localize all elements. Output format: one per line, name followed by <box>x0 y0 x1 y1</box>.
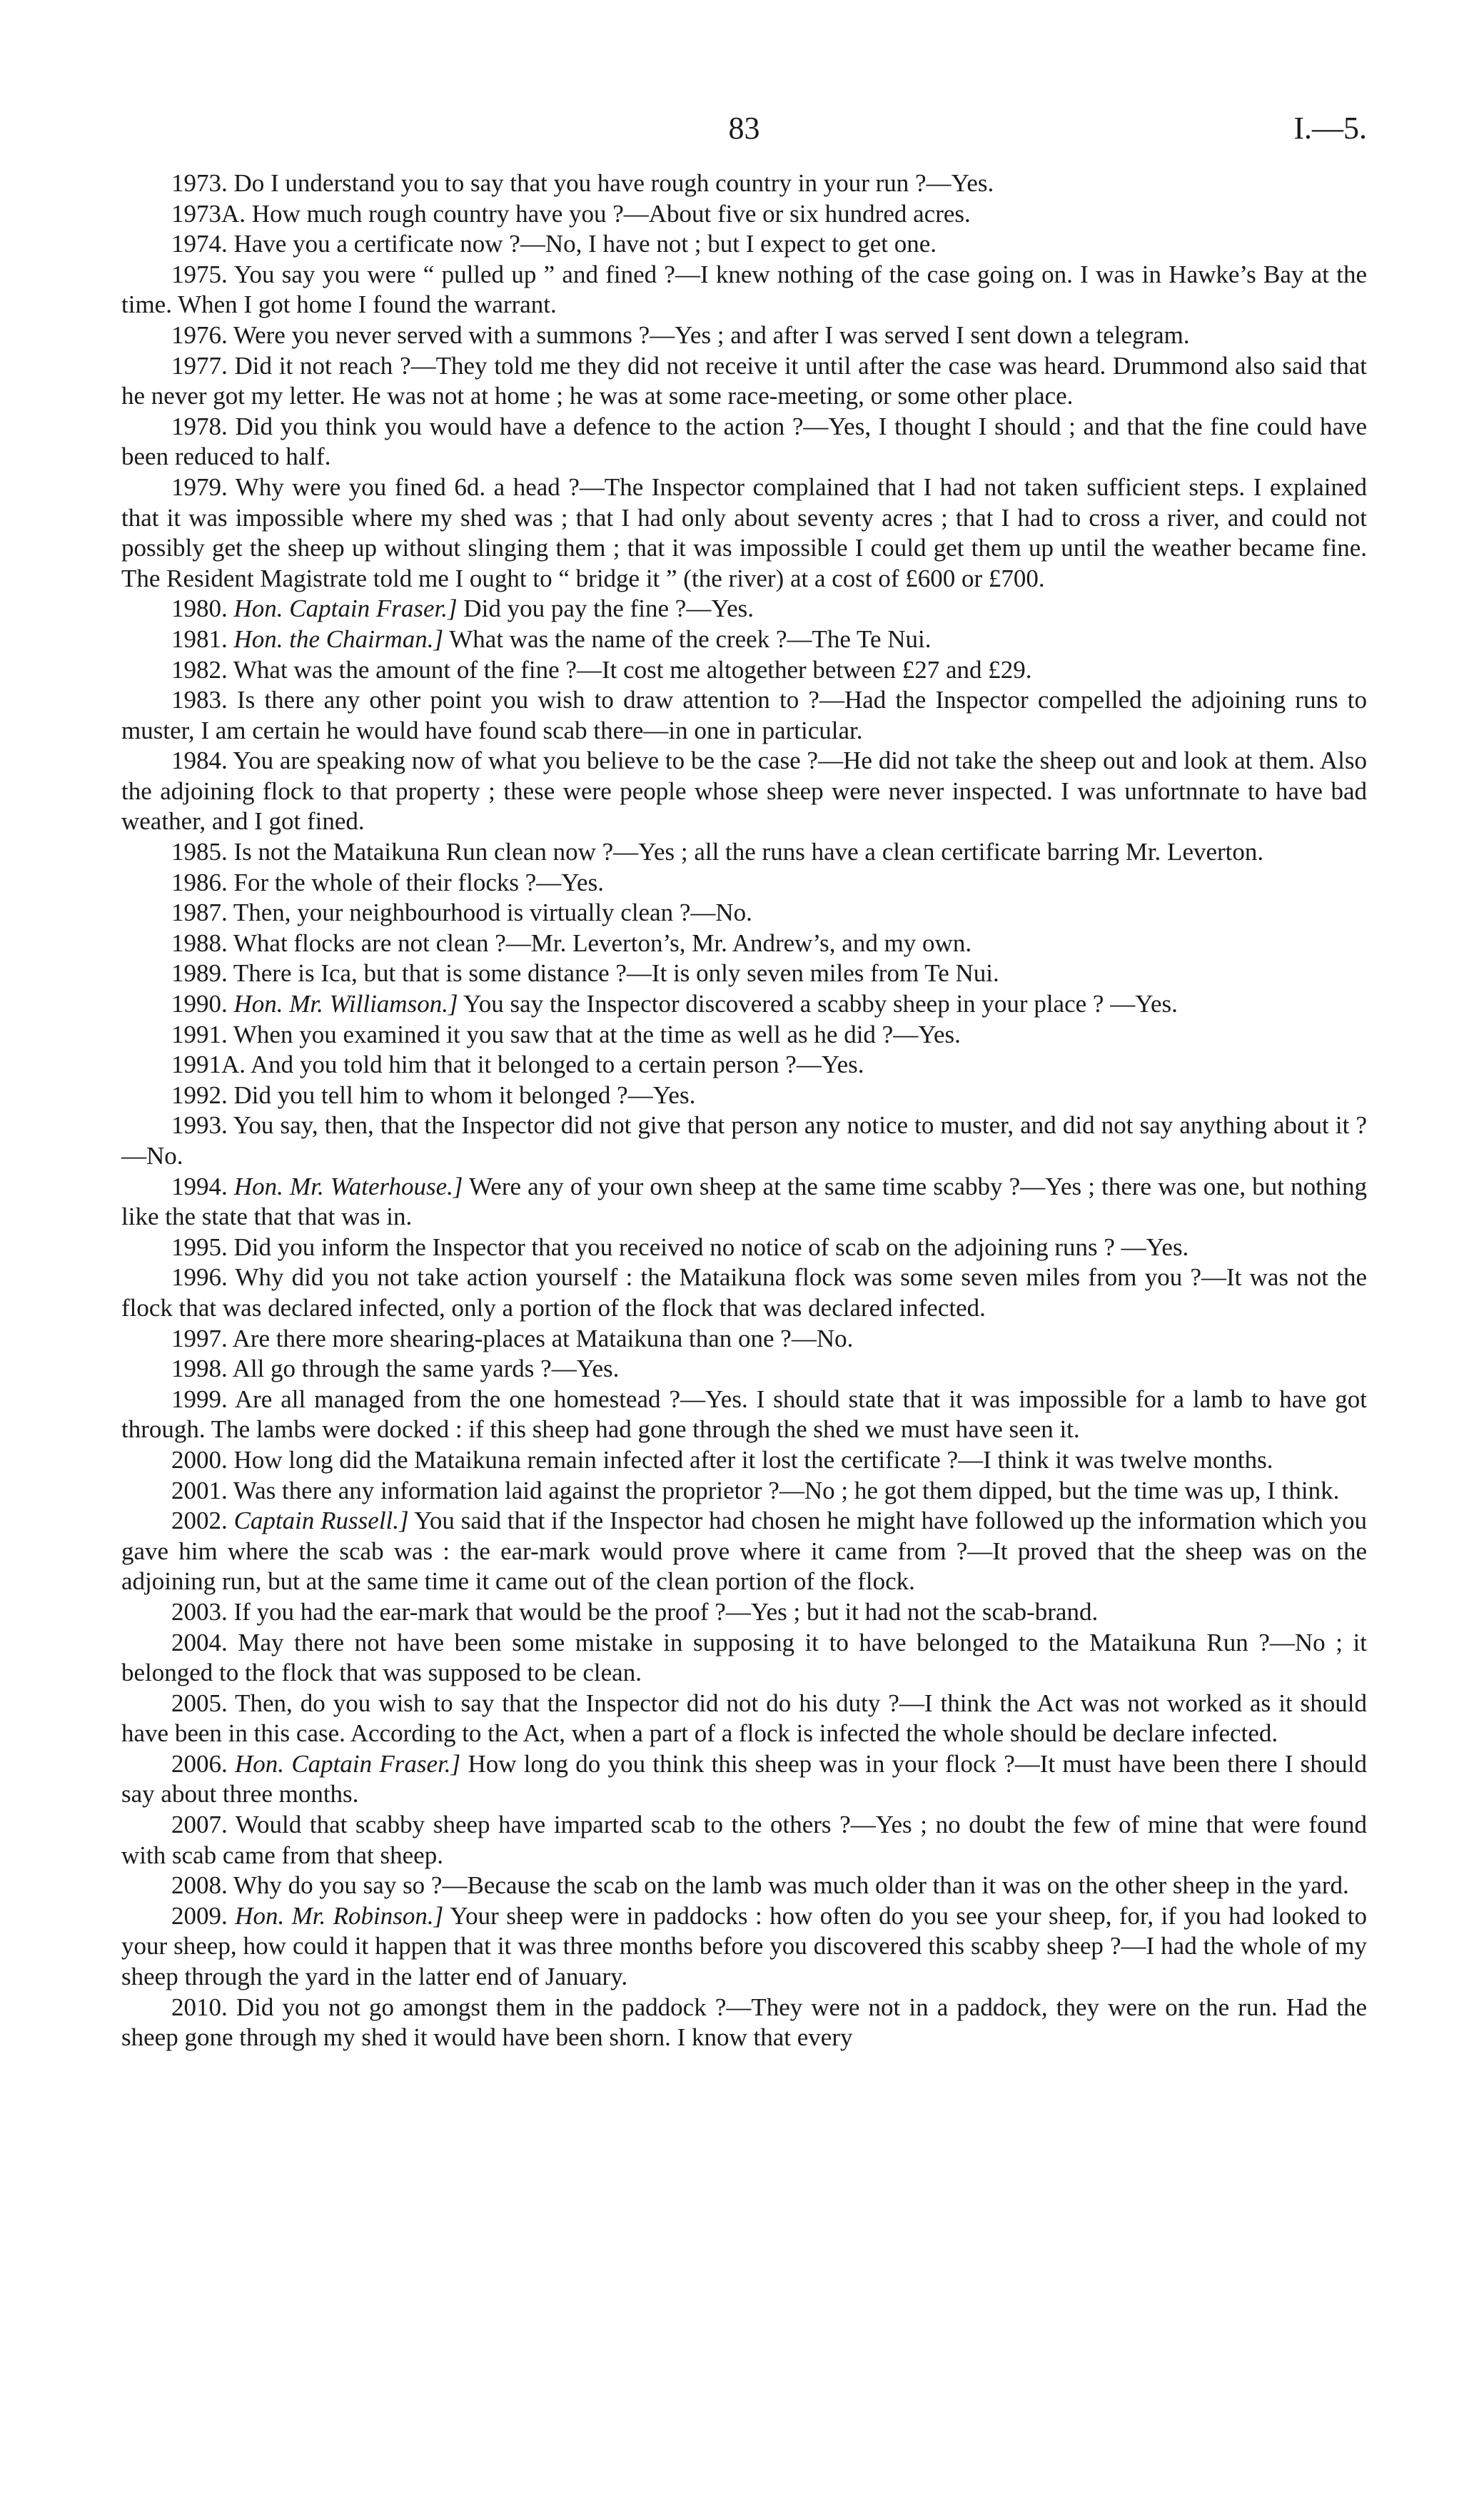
question-text: You say the Inspector discovered a scabby sheep in your place ? —Yes. <box>463 990 1178 1018</box>
question-paragraph <box>121 1749 1367 1810</box>
question-text: Were any of your own sheep at the same time scabby ?—Yes ; there was one, but nothing like the state that that was in. <box>121 1172 1368 1231</box>
speaker-label: Hon. Mr. Williamson.] <box>233 990 458 1018</box>
question-paragraph <box>121 1901 1367 1993</box>
question-text: Why were you fined 6d. a head ?—The Inspector complained that I had not taken sufficient steps. I explained that it was impossible where my shed was ; that I had only about seventy acres ; that I had to cross a river, and could not possibly get the sheep up without slinging them ; that it was impossible I could get them up until the weather became fine. The Resident Magistrate told me I ought to “ bridge it ” (the river) at a cost of £600 or £700. <box>121 472 1367 592</box>
question-text: Then, your neighbourhood is virtually clean ?—No. <box>233 899 752 927</box>
question-number: 2009. <box>171 1901 228 1930</box>
question-number: 2001. <box>171 1476 228 1504</box>
question-paragraph <box>121 1597 1367 1628</box>
question-number: 1988. <box>171 928 228 957</box>
question-number: 1974. <box>171 230 228 258</box>
question-paragraph <box>121 168 1367 199</box>
question-number: 1976. <box>171 320 228 349</box>
question-paragraph <box>121 1871 1367 1901</box>
question-paragraph <box>121 1324 1367 1355</box>
speaker-label: Hon. the Chairman.] <box>233 624 444 653</box>
question-text: You said that if the Inspector had chosen he might have followed up the information which you gave him where the scab was : the ear-mark would prove where it came from ?—It proved that the sheep was on the adjoining run, but at the same time it came out of the clean portion of the flock. <box>121 1507 1367 1596</box>
question-paragraph <box>121 958 1367 989</box>
question-text: When you examined it you saw that at the time as well as he did ?—Yes. <box>233 1020 961 1048</box>
question-text: Did you inform the Inspector that you received no notice of scab on the adjoining runs ? —Yes. <box>233 1233 1189 1261</box>
question-text: Are all managed from the one homestead ?—Yes. I should state that it was impossible for a lamb to have got through. The lambs were docked : if this sheep had gone through the shed we must have seen it. <box>121 1385 1367 1444</box>
question-paragraph <box>121 412 1367 472</box>
question-text: How long did the Mataikuna remain infected after it lost the certificate ?—I think it was twelve months. <box>233 1445 1273 1474</box>
question-text: Did you think you would have a defence to the action ?—Yes, I thought I should ; and that the fine could have been reduced to half. <box>121 412 1368 471</box>
question-paragraph <box>121 1385 1367 1445</box>
question-number: 1980. <box>171 594 228 623</box>
question-paragraph <box>121 746 1367 837</box>
question-text: May there not have been some mistake in supposing it to have belonged to the Mataikuna Run ?—No ; it belonged to the flock that was supposed to be clean. <box>121 1628 1367 1687</box>
question-number: 1979. <box>171 472 228 501</box>
question-number: 1998. <box>171 1355 228 1383</box>
question-number: 1999. <box>171 1385 228 1413</box>
question-number: 1994. <box>171 1172 228 1200</box>
question-number: 2004. <box>171 1628 228 1656</box>
question-text: Have you a certificate now ?—No, I have not ; but I expect to get one. <box>233 230 937 258</box>
question-paragraph <box>121 1110 1367 1171</box>
question-number: 1977. <box>171 351 228 380</box>
question-text: Then, do you wish to say that the Inspector did not do his duty ?—I think the Act was not worked as it should have been in this case. According to the Act, when a part of a flock is infected the whole should be declare infected. <box>121 1689 1367 1748</box>
question-text: All go through the same yards ?—Yes. <box>232 1355 620 1383</box>
question-text: Did you tell him to whom it belonged ?—Yes. <box>233 1081 696 1109</box>
question-paragraph <box>121 260 1367 320</box>
speaker-label: Hon. Mr. Robinson.] <box>235 1901 444 1930</box>
question-text: Did you not go amongst them in the paddock ?—They were not in a paddock, they were on the run. Had the sheep gone through my shed it would have been shorn. I know that every <box>121 1993 1368 2052</box>
question-number: 1986. <box>171 868 228 896</box>
question-paragraph <box>121 1506 1367 1597</box>
question-paragraph <box>121 655 1367 686</box>
question-text: Do I understand you to say that you have rough country in your run ?—Yes. <box>233 169 994 197</box>
question-paragraph <box>121 594 1367 624</box>
question-text: If you had the ear-mark that would be the proof ?—Yes ; but it had not the scab-brand. <box>233 1597 1099 1626</box>
question-text: What was the name of the creek ?—The Te Nui. <box>449 624 932 653</box>
question-paragraph <box>121 1233 1367 1263</box>
question-text: Why do you say so ?—Because the scab on the lamb was much older than it was on the other sheep in the yard. <box>233 1871 1349 1900</box>
question-text: Are there more shearing-places at Mataikuna than one ?—No. <box>232 1324 854 1352</box>
question-paragraph <box>121 1172 1367 1233</box>
question-paragraph <box>121 1810 1367 1871</box>
question-number: 1997. <box>171 1324 228 1352</box>
question-text: How long do you think this sheep was in your flock ?—It must have been there I should say about three months. <box>121 1749 1368 1808</box>
question-paragraph <box>121 1262 1367 1323</box>
page-header <box>121 107 1367 168</box>
question-paragraph <box>121 320 1367 351</box>
question-number: 1993. <box>171 1111 228 1140</box>
question-number: 1995. <box>171 1233 228 1261</box>
question-number: 2005. <box>171 1689 228 1717</box>
question-text: Did it not reach ?—They told me they did not receive it until after the case was heard. Drummond also said that he never got my letter. He was not at home ; he was at some race-meeting, or some other place. <box>121 351 1367 410</box>
question-text: Is not the Mataikuna Run clean now ?—Yes ; all the runs have a clean certificate barring Mr. Leverton. <box>233 838 1264 866</box>
speaker-label: Hon. Captain Fraser.] <box>233 594 458 623</box>
question-text: Why did you not take action yourself : the Mataikuna flock was some seven miles from you ?—It was not the flock that was declared infected, only a portion of the flock that was declared infected. <box>121 1263 1368 1322</box>
question-text: You are speaking now of what you believe to be the case ?—He did not take the sheep out and look at them. Also the adjoining flock to that property ; these were people whose sheep were never inspected. I was unfortnnate to have bad weather, and I got fined. <box>121 747 1367 836</box>
question-text: Was there any information laid against the proprietor ?—No ; he got them dipped, but the time was up, I think. <box>233 1476 1340 1504</box>
question-text: What flocks are not clean ?—Mr. Leverton’s, Mr. Andrew’s, and my own. <box>233 928 972 957</box>
question-paragraph <box>121 928 1367 959</box>
question-paragraph <box>121 1081 1367 1111</box>
series-reference: I.—5. <box>1293 111 1367 146</box>
question-number: 2002. <box>171 1507 228 1535</box>
question-paragraph <box>121 868 1367 899</box>
question-number: 2008. <box>171 1871 228 1900</box>
question-paragraph <box>121 351 1367 412</box>
question-paragraph <box>121 989 1367 1020</box>
question-paragraph <box>121 685 1367 746</box>
question-text: What was the amount of the fine ?—It cost me altogether between £27 and £29. <box>233 655 1032 684</box>
question-text: Did you pay the fine ?—Yes. <box>463 594 754 623</box>
question-text: For the whole of their flocks ?—Yes. <box>233 868 604 896</box>
question-number: 1984. <box>171 747 228 775</box>
question-text: How much rough country have you ?—About five or six hundred acres. <box>251 199 971 228</box>
question-number: 1985. <box>171 838 228 866</box>
question-paragraph <box>121 1020 1367 1051</box>
question-number: 1973. <box>171 169 228 197</box>
question-paragraph <box>121 624 1367 655</box>
question-paragraph <box>121 1628 1367 1689</box>
question-text: And you told him that it belonged to a certain person ?—Yes. <box>250 1051 864 1079</box>
question-paragraph <box>121 199 1367 230</box>
question-paragraph <box>121 898 1367 928</box>
document-page <box>121 107 1367 2484</box>
question-number: 1996. <box>171 1263 228 1292</box>
question-number: 2000. <box>171 1445 228 1474</box>
question-paragraph <box>121 229 1367 260</box>
speaker-label: Captain Russell.] <box>233 1507 409 1535</box>
question-paragraph <box>121 1476 1367 1507</box>
question-paragraph <box>121 1354 1367 1385</box>
question-number: 2003. <box>171 1597 228 1626</box>
question-text: You say you were “ pulled up ” and fined ?—I knew nothing of the case going on. I was in Hawke’s Bay at the time. When I got home I found the warrant. <box>121 260 1367 319</box>
question-number: 2006. <box>171 1749 228 1778</box>
question-number: 1991. <box>171 1020 228 1048</box>
question-paragraph <box>121 1050 1367 1081</box>
question-number: 1989. <box>171 959 228 988</box>
question-number: 1973A. <box>171 199 246 228</box>
speaker-label: Hon. Mr. Waterhouse.] <box>233 1172 463 1200</box>
question-number: 1992. <box>171 1081 228 1109</box>
question-number: 1981. <box>171 624 228 653</box>
question-paragraph <box>121 1445 1367 1476</box>
question-number: 2007. <box>171 1811 228 1839</box>
page-number: 83 <box>728 111 760 146</box>
question-number: 1978. <box>171 412 228 440</box>
question-number: 1987. <box>171 899 228 927</box>
question-number: 1991A. <box>171 1051 246 1079</box>
question-paragraph <box>121 1689 1367 1749</box>
question-number: 1983. <box>171 686 228 714</box>
question-number: 1982. <box>171 655 228 684</box>
question-text: Were you never served with a summons ?—Yes ; and after I was served I sent down a telegram. <box>233 320 1190 349</box>
question-text: There is Ica, but that is some distance ?—It is only seven miles from Te Nui. <box>233 959 999 988</box>
question-number: 1990. <box>171 990 228 1018</box>
question-paragraph <box>121 472 1367 594</box>
question-paragraph <box>121 1993 1367 2053</box>
question-text: Is there any other point you wish to draw attention to ?—Had the Inspector compelled the adjoining runs to muster, I am certain he would have found scab there—in one in particular. <box>121 686 1367 744</box>
evidence-body <box>121 168 1367 2053</box>
question-text: Your sheep were in paddocks : how often do you see your sheep, for, if you had looked to your sheep, how could it happen that it was three months before you discovered this scabby sheep ?—I had the whole of my sheep through the yard in the latter end of January. <box>121 1901 1368 1991</box>
question-number: 2010. <box>171 1993 228 2021</box>
question-text: You say, then, that the Inspector did not give that person any notice to muster, and did not say anything about it ?—No. <box>121 1111 1367 1170</box>
question-paragraph <box>121 837 1367 868</box>
question-number: 1975. <box>171 260 228 288</box>
question-text: Would that scabby sheep have imparted scab to the others ?—Yes ; no doubt the few of mine that were found with scab came from that sheep. <box>121 1811 1367 1869</box>
speaker-label: Hon. Captain Fraser.] <box>235 1749 461 1778</box>
